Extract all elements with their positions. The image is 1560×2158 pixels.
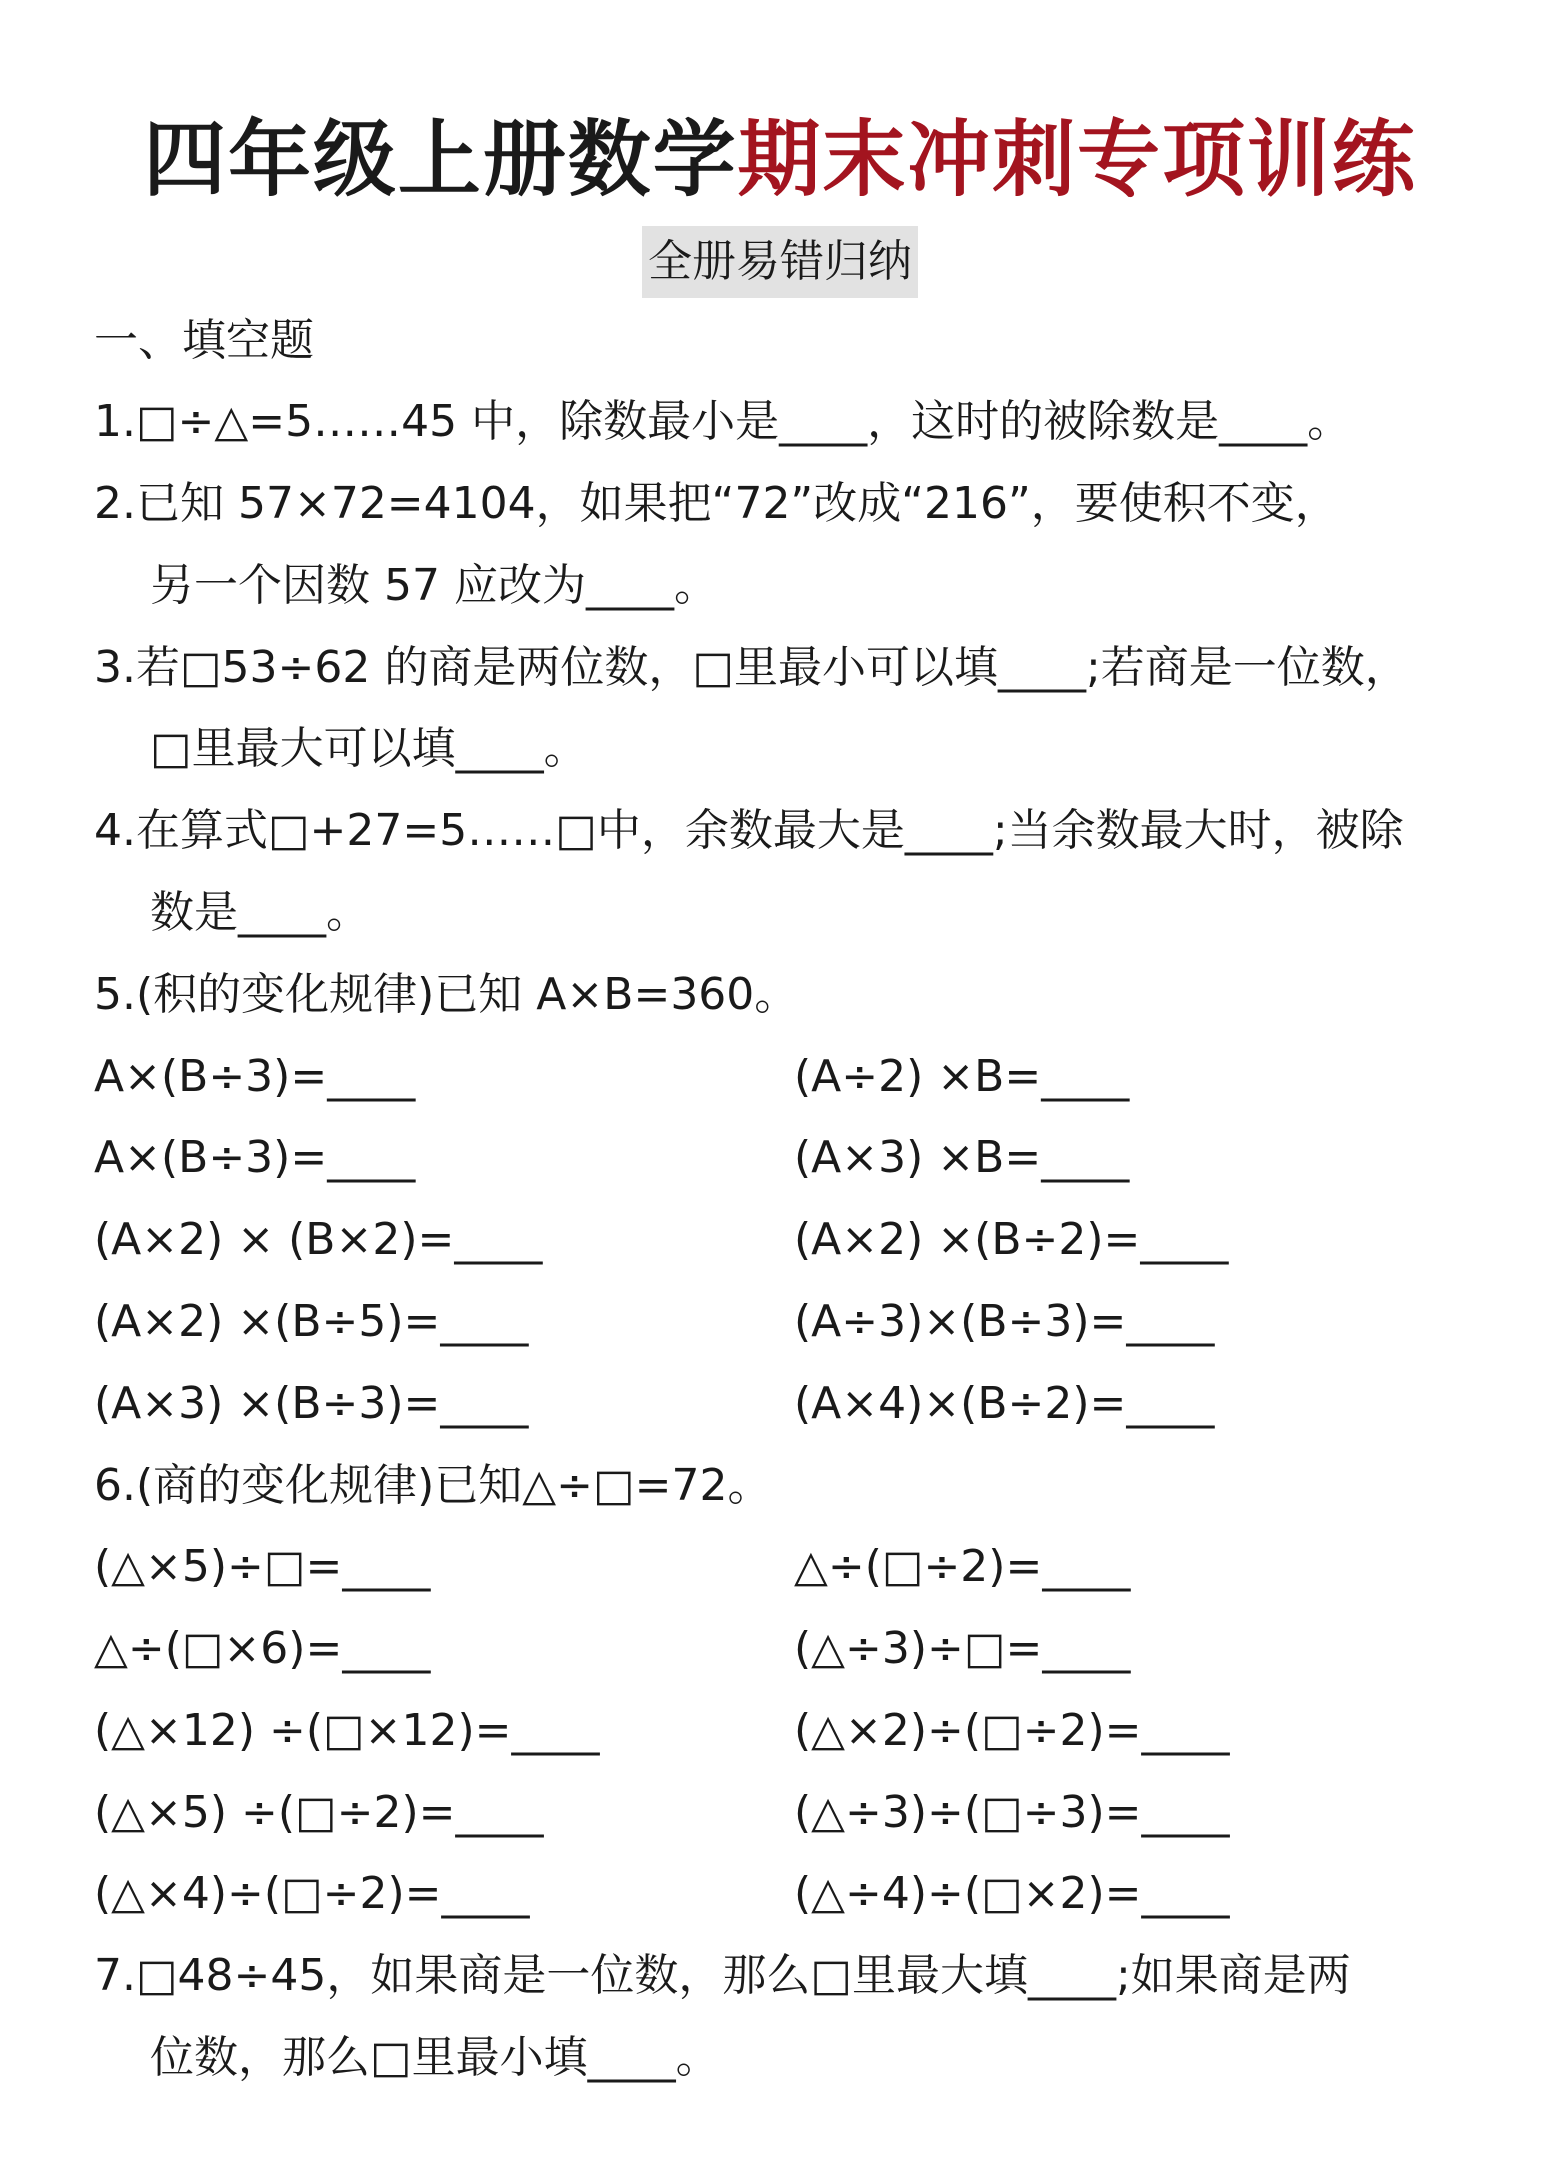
q6-left-item-1: (△×5)÷□=____ (94, 1541, 431, 1592)
question-7-line-1: 7.□48÷45，如果商是一位数，那么□里最大填____;如果商是两 (94, 1950, 1351, 2001)
q5-left-item-3: (A×2) × (B×2)=____ (94, 1214, 543, 1265)
page-title (0, 110, 1560, 210)
q6-left-item-3: (△×12) ÷(□×12)=____ (94, 1705, 600, 1756)
question-2-line-2: 另一个因数 57 应改为____。 (150, 560, 718, 611)
subtitle-badge: 全册易错归纳 (642, 226, 918, 298)
question-4-line-2: 数是____。 (150, 887, 370, 938)
q5-right-item-2: (A×3) ×B=____ (794, 1132, 1130, 1183)
question-3-line-2: □里最大可以填____。 (150, 723, 588, 774)
q5-left-item-1: A×(B÷3)=____ (94, 1051, 416, 1102)
q5-left-item-5: (A×3) ×(B÷3)=____ (94, 1378, 529, 1429)
q5-right-item-1: (A÷2) ×B=____ (794, 1051, 1130, 1102)
q6-right-item-2: (△÷3)÷□=____ (794, 1623, 1131, 1674)
q5-left-item-2: A×(B÷3)=____ (94, 1132, 416, 1183)
section-heading: 一、填空题 (94, 315, 314, 366)
q6-right-item-4: (△÷3)÷(□÷3)=____ (794, 1787, 1230, 1838)
q6-left-item-5: (△×4)÷(□÷2)=____ (94, 1868, 530, 1919)
question-1: 1.□÷△=5……45 中，除数最小是____，这时的被除数是____。 (94, 396, 1352, 447)
question-4-line-1: 4.在算式□+27=5……□中，余数最大是____;当余数最大时，被除 (94, 805, 1404, 856)
q5-left-item-4: (A×2) ×(B÷5)=____ (94, 1296, 529, 1347)
question-5-heading: 5.(积的变化规律)已知 A×B=360。 (94, 969, 799, 1020)
q5-right-item-3: (A×2) ×(B÷2)=____ (794, 1214, 1229, 1265)
question-2-line-1: 2.已知 57×72=4104，如果把“72”改成“216”，要使积不变， (94, 478, 1339, 529)
title-red-part: 期末冲刺专项训练 (737, 111, 1417, 208)
title-black-part: 四年级上册数学 (143, 111, 738, 208)
q5-right-item-4: (A÷3)×(B÷3)=____ (794, 1296, 1215, 1347)
q6-left-item-4: (△×5) ÷(□÷2)=____ (94, 1787, 544, 1838)
q6-right-item-3: (△×2)÷(□÷2)=____ (794, 1705, 1230, 1756)
q6-right-item-5: (△÷4)÷(□×2)=____ (794, 1868, 1230, 1919)
question-6-heading: 6.(商的变化规律)已知△÷□=72。 (94, 1460, 772, 1511)
question-7-line-2: 位数，那么□里最小填____。 (150, 2032, 720, 2083)
question-3-line-1: 3.若□53÷62 的商是两位数，□里最小可以填____;若商是一位数， (94, 642, 1409, 693)
q5-right-item-5: (A×4)×(B÷2)=____ (794, 1378, 1215, 1429)
q6-right-item-1: △÷(□÷2)=____ (794, 1541, 1131, 1592)
q6-left-item-2: △÷(□×6)=____ (94, 1623, 431, 1674)
